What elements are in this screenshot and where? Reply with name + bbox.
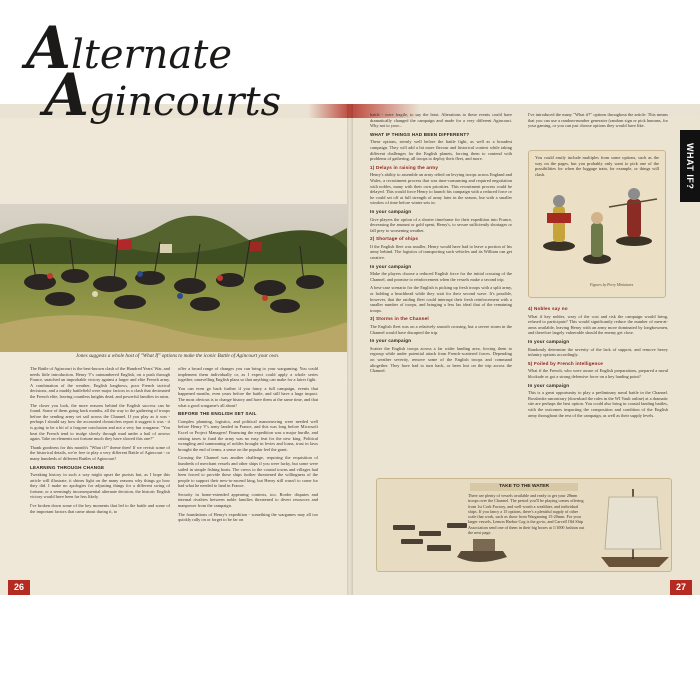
article-title [26,14,326,129]
paragraph: I've introduced the many "What if?" options throughout the article. This means that you can use a random-number generator (random sign or pick humans, for your gaming, or you can just choose options they would have like. [528,112,668,129]
paragraph: Henry's ability to assemble an army relied on levying troops across England and Wales, a recruitment process that was time-consuming and required negotiation with nobles, many with their own priorities. This recruitment process could be delayed. This would force Henry to launch his campaign with a reduced force or he could set off at full strength of army later in the season, but with a smaller window of time before winter sets in. [370,172,512,206]
sub-heading: In your campaign [370,208,412,214]
title-line-2: gincourts [89,79,282,125]
miniatures-sidebar [528,150,666,298]
sub-heading: In your campaign [528,382,570,388]
paragraph: A best-case scenario for the English is picking up fresh troops with a split army, or holding a beachhead while they wait for their second wave. It's possible, however, that the raiding fleet could interrupt their fresh reinforcement with a smaller number of troops, and bringing a less lax ideal that of the remaining troops. [370,285,512,313]
option-heading: 1) Delays in raising the army [370,164,439,170]
right-column-2-intro [528,112,668,132]
paragraph: The English fleet was on a relatively smooth crossing, but a severe storm in the Channel would have disrupted the trip. [370,324,512,335]
water-box-text: There are plenty of vessels available and ready to get your 28mm troops over the Channel. The period you'll be playing comes offering from 1st Cork Factory, and well-worth a wealthier, and individual ships. If you fancy a 15 options, there's a plentiful supply of other scale that work, such as those from Wargaming 15-20mm. For your larger vessels, Lemon Harbor Cog is the go-to, and Carvell Old Ship Association send one of them in their big boxes at 1/1000 fashion out the next page. [468,493,585,536]
paragraph: What if key nobles, wary of the cost and risk the campaign would bring, refused to participate? This would significantly reduce the number of men-at-arms available, leaving Henry with an army more dominated by longbowmen, and therefore largely vulnerable should the enemy get close. [528,313,668,336]
page-gutter [347,104,353,595]
paragraph: Scatter the English troops across a far wider landing area, forcing them to regroup while under potential attack from French-scattered forces. Depending on weather severity, remove some of the English troops and command altogether. They have had to turn back, or been lost on the trip across the Channel. [370,345,512,374]
water-box-heading: TAKE TO THE WATER [470,483,578,491]
right-column-2 [528,303,668,421]
paragraph: Give players the option of a shorter timeframe for their expedition into France, decreasing the amount or gold spent, Henry's, to secure sufficiently shortages or fall prey to worsening weather. [370,216,512,233]
option-heading: 2) Shortage of ships [370,236,419,242]
paragraph: These options, sternly well before the battle fight, as well as a broadest campaign. They will add a bit more flavour and historical context while taking different challenges for the English planets, forcing them to contend with problems of gathering, all troops to deploy their fleet, and more. [370,139,512,162]
option-heading: 3) Storms in the Channel [370,316,429,322]
paragraph: Crossing the Channel was another challenge, requiring the requisition of hundreds of merchant vessels and other ships if you were lucky, but some were sailed in simple fishing boats. The crews to the coastal towns and villages had been forced to provide these ships further threatened the willingness of the people to support their new-to-ascend king, but Henry still wasn't to come for had what he needed to land in France. [178,455,318,489]
paragraph: Complex planning, logistics, and political manoeuvring were needed well before Henry V's army landed in France, and this was long before Microsoft Excel or Project Managers! Financing the expedition was a major hurdle, and raising taxes to fund the army was no easy feat for the new king. Political wrangling and summoning of nobles brought in levies and loans, trust in laws brought the end of terms, a sense on the popular feel the grant. [178,418,318,452]
paragraph: Tweaking history in such a way might upset the purists but, as I hope this article will illustrate, it shines light on the many reasons why things go how they did. I make no apologies for adjusting things for a different swing of fortune, or a seemingly inconsequential alternate decision, the historic English victory would have been far less likely. [30,472,170,500]
paragraph: The foundations of Henry's expedition - something the wargames may all too quickly rally on or forget to be far on [178,511,318,523]
paragraph: The Battle of Agincourt is the best-known clash of the Hundred Years' War, and needs little introduction. Henry V's outnumbered English, on a push through France, snatched an improbable victory against a larger and elite French army. A combination of the weather, English longbows, poor French tactical decisions, and a muddy battlefield were major factors in a clash that decimated the French elite, leaving countless knights dead, and powerful families in ruins. [30,366,170,399]
paragraph: If the English fleet was smaller, Henry would have had to leave a portion of his army behind. The logistics of transporting such vehicles and its William can get creative. [370,243,512,261]
photo-caption: Jones suggests a whole host of "What If" options to make the iconic Battle of Agincourt your own. [75,353,280,359]
left-column-1 [30,366,170,517]
paragraph: This is a great opportunity to play a preliminary naval battle in the Channel. Rossbroke uncontrary (download the rules in the WI Vault online) at a dramatic site are perhaps the best option. You could also bring in coastal landing battles, with the outcomes impacting the composition and condition of the English army throughout the rest of the campaign, as well as their supply levels. [528,390,668,418]
title-drop-cap-1: A [26,14,72,82]
paragraph: You could easily include multiples from some options, such as the way on the pages, but you probably only want to pick one of the possibilities for when the luggage train, for example, or things will clash. [535,155,659,177]
left-column-2 [178,366,318,526]
paragraph: The closer you look, the more reasons behind the English success can be found. Some of them going back months, all the way to the gathering of troops before the sending army set sail across the Channel. If you play as it was - perhaps I should say how the accounted chroniclers report it suggest it was - it is going to be a bit of a forgone conclusion and not a very fun wargame. "You beat the French tend to trudge slowly through mud under a hail of arrows again. Take on elements not fortune much they have slowed this one?" [30,402,170,442]
right-column-1 [370,112,512,377]
paragraph: What if the French, who were aware of English preparations, prepared a naval blockade or got a strong defensive force on a key landing point? [528,368,668,379]
paragraph: You can even go back further if you fancy a full campaign, events that happened months, even years before the battle, and still have a huge impact. The most obvious is to change history and have them at the same time, and that what a good wargame's all about! [178,385,318,408]
what-if-side-tab: WHAT IF? [680,130,700,202]
option-heading: 4) Nobles say no [528,306,568,311]
sub-heading: In your campaign [370,263,412,269]
paragraph: Randomly determine the severity of the lack of support, and remove heavy infantry options accordingly. [528,346,668,358]
option-heading: 5) Foiled by French intelligence [528,360,604,366]
page-number-right: 27 [670,580,692,595]
sub-heading: In your campaign [528,338,570,344]
battle-diorama-photo [0,204,347,352]
paragraph: offer a broad range of changes you can bring to your wargaming. You could implement them individually or, as I expect could apply a whole series together, unravelling English plans so that anything can make for a fairer fight. [178,366,318,383]
miniature-figures-image [529,151,665,297]
paragraph: battle - were fragile, to say the least. Alterations to these events could have dramatically changed the campaign and made for a very different Agincourt. Why not to your... [370,112,512,129]
section-heading: BEFORE THE ENGLISH SET SAIL [178,411,257,417]
sub-heading: In your campaign [370,338,412,344]
page-number-left: 26 [8,580,30,595]
paragraph: Make the players choose a reduced English force for the initial crossing of the Channel, and promise to reinforcement when the vessels make a second trip. [370,271,512,282]
paragraph: Thank goodness for this month's "What if?" theme then! If we revisit some of the historical details, we're free to play a very different Battle of Agincourt - or many hundreds of different Battles of Agincourt! [30,444,170,461]
paragraph: Security in home-extended appearing contexts, too. Border disputes and internal rivalries between noble families threatened to divert resources and manpower from the campaign. [178,491,318,509]
figure-caption: Figures by Perry Miniatures [590,283,634,287]
title-drop-cap-2: A [44,61,90,129]
paragraph: I've broken down some of the key moments that led to the battle and some of the important factors that came about during it, to [30,503,170,514]
section-heading: WHAT IF THINGS HAD BEEN DIFFERENT? [370,131,470,137]
title-line-1: lternate [71,32,233,78]
section-heading: LEARNING THROUGH CHANGE [30,464,105,470]
